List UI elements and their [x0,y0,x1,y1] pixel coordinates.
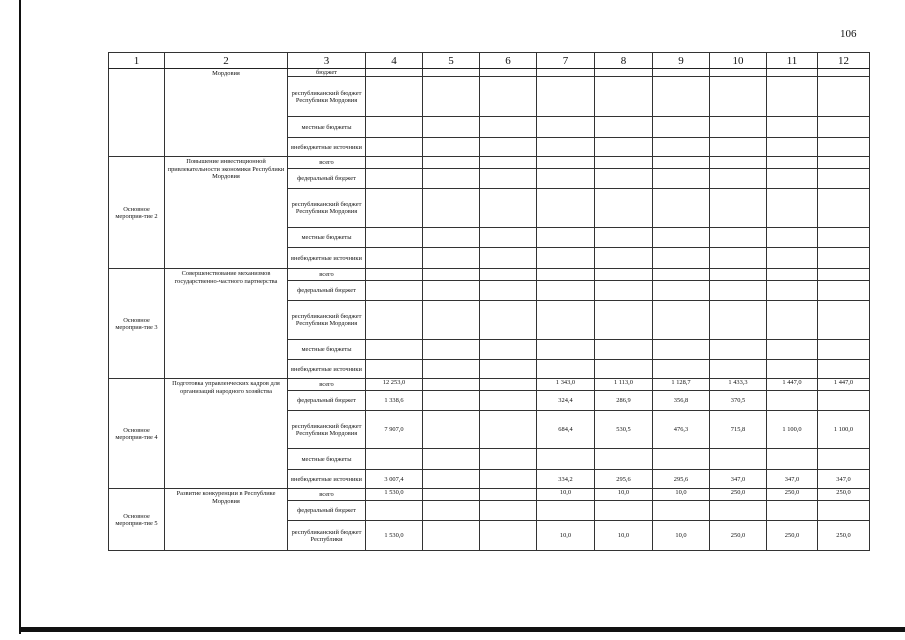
value-cell: 324,4 [537,391,595,411]
value-cell: 1 113,0 [595,379,653,391]
funding-source-cell: внебюджетные источники [288,360,366,379]
value-cell [480,501,537,521]
column-number: 4 [366,53,423,69]
value-cell [480,301,537,340]
value-cell [366,248,423,269]
value-cell: 1 447,0 [767,379,818,391]
value-cell [710,449,767,470]
table-row [109,379,870,391]
measure-name-cell: Подготовка управленческих кадров для организаций народного хозяйства [165,379,288,489]
value-cell [480,521,537,551]
table-row [109,157,870,169]
value-cell [480,449,537,470]
value-cell [480,157,537,169]
value-cell [480,248,537,269]
value-cell [653,269,710,281]
value-cell [818,189,870,228]
value-cell [423,521,480,551]
value-cell [595,501,653,521]
funding-source-cell: местные бюджеты [288,340,366,360]
value-cell [595,301,653,340]
value-cell [767,360,818,379]
value-cell [537,449,595,470]
column-number-header [109,53,870,69]
value-cell [595,340,653,360]
value-cell [480,470,537,489]
column-number: 10 [710,53,767,69]
value-cell [423,379,480,391]
value-cell [595,281,653,301]
measure-name-cell: Мордовия [165,69,288,157]
funding-source-cell: федеральный бюджет [288,281,366,301]
value-cell: 1 447,0 [818,379,870,391]
value-cell: 347,0 [710,470,767,489]
value-cell: 10,0 [595,489,653,501]
column-number: 12 [818,53,870,69]
value-cell [480,391,537,411]
funding-source-cell: республиканский бюджет Республики Мордовия [288,77,366,117]
value-cell [653,117,710,138]
funding-source-cell: местные бюджеты [288,228,366,248]
value-cell [818,281,870,301]
value-cell [366,281,423,301]
value-cell: 684,4 [537,411,595,449]
value-cell [423,248,480,269]
value-cell [595,449,653,470]
value-cell [595,360,653,379]
value-cell [710,138,767,157]
measure-cell [109,69,165,157]
value-cell [423,269,480,281]
value-cell [653,138,710,157]
value-cell [423,69,480,77]
value-cell [710,340,767,360]
value-cell [767,301,818,340]
value-cell: 1 100,0 [767,411,818,449]
value-cell [818,269,870,281]
page-number: 106 [840,28,857,40]
value-cell: 286,9 [595,391,653,411]
value-cell [423,301,480,340]
value-cell [423,489,480,501]
value-cell: 1 530,0 [366,521,423,551]
value-cell [423,189,480,228]
column-number: 6 [480,53,537,69]
measure-name-cell: Совершенствование механизмов государственно-частного партнерства [165,269,288,379]
value-cell [767,138,818,157]
value-cell [537,301,595,340]
value-cell [480,489,537,501]
value-cell [423,117,480,138]
funding-source-cell: всего [288,269,366,281]
value-cell [537,360,595,379]
value-cell [710,189,767,228]
value-cell [480,340,537,360]
value-cell [710,360,767,379]
value-cell [767,189,818,228]
value-cell [710,248,767,269]
value-cell [653,340,710,360]
value-cell [767,77,818,117]
value-cell [818,449,870,470]
funding-source-cell: республиканский бюджет Республики Мордовия [288,189,366,228]
value-cell [366,340,423,360]
value-cell [710,228,767,248]
value-cell [767,117,818,138]
value-cell [595,69,653,77]
value-cell: 295,6 [595,470,653,489]
value-cell [767,449,818,470]
value-cell [537,157,595,169]
value-cell [537,169,595,189]
funding-source-cell: местные бюджеты [288,449,366,470]
funding-source-cell: республиканский бюджет Республики [288,521,366,551]
value-cell: 347,0 [818,470,870,489]
column-number: 1 [109,53,165,69]
value-cell [595,138,653,157]
value-cell [710,77,767,117]
value-cell [653,248,710,269]
funding-source-cell: всего [288,157,366,169]
value-cell: 250,0 [818,489,870,501]
value-cell [537,501,595,521]
value-cell [710,301,767,340]
value-cell [710,117,767,138]
value-cell [595,157,653,169]
column-number: 11 [767,53,818,69]
measure-name-cell: Развитие конкуренции в Республике Мордовия [165,489,288,551]
measure-name-cell: Повышение инвестиционной привлекательности экономики Республики Мордовия [165,157,288,269]
value-cell [366,77,423,117]
value-cell [480,189,537,228]
value-cell: 12 253,0 [366,379,423,391]
value-cell [480,281,537,301]
value-cell [818,77,870,117]
value-cell: 3 007,4 [366,470,423,489]
table-row [109,69,870,77]
value-cell [653,157,710,169]
value-cell [818,138,870,157]
value-cell [423,157,480,169]
value-cell [537,340,595,360]
measure-cell: Основное мероприя-тие 5 [109,489,165,551]
value-cell [818,169,870,189]
value-cell [818,117,870,138]
value-cell [767,169,818,189]
value-cell [653,189,710,228]
value-cell: 1 433,3 [710,379,767,391]
value-cell [710,281,767,301]
value-cell [366,501,423,521]
value-cell [423,281,480,301]
budget-table [108,52,870,551]
funding-source-cell: федеральный бюджет [288,391,366,411]
column-number: 2 [165,53,288,69]
value-cell [366,138,423,157]
column-number: 9 [653,53,710,69]
value-cell [653,281,710,301]
value-cell: 10,0 [537,521,595,551]
column-number: 5 [423,53,480,69]
value-cell: 347,0 [767,470,818,489]
value-cell [480,379,537,391]
funding-source-cell: федеральный бюджет [288,501,366,521]
value-cell [595,117,653,138]
value-cell: 334,2 [537,470,595,489]
column-number: 3 [288,53,366,69]
value-cell [818,501,870,521]
value-cell [480,169,537,189]
value-cell [818,69,870,77]
value-cell [537,77,595,117]
value-cell: 250,0 [818,521,870,551]
value-cell [423,138,480,157]
funding-source-cell: всего [288,379,366,391]
value-cell [423,470,480,489]
table-row [109,489,870,501]
measure-cell: Основное мероприя-тие 3 [109,269,165,379]
value-cell [423,360,480,379]
value-cell [366,169,423,189]
value-cell [595,269,653,281]
value-cell [710,269,767,281]
value-cell [767,501,818,521]
value-cell [653,77,710,117]
value-cell: 530,5 [595,411,653,449]
value-cell [480,411,537,449]
value-cell [767,69,818,77]
value-cell [653,228,710,248]
value-cell [653,69,710,77]
value-cell [818,340,870,360]
value-cell [710,501,767,521]
value-cell: 250,0 [710,489,767,501]
value-cell: 1 338,6 [366,391,423,411]
value-cell [818,391,870,411]
value-cell [423,228,480,248]
value-cell [767,391,818,411]
value-cell [366,269,423,281]
funding-source-cell: федеральный бюджет [288,169,366,189]
value-cell [366,301,423,340]
value-cell [366,157,423,169]
funding-source-cell: республиканский бюджет Республики Мордовия [288,411,366,449]
value-cell: 715,8 [710,411,767,449]
funding-source-cell: внебюджетные источники [288,470,366,489]
value-cell [767,269,818,281]
value-cell [537,248,595,269]
page-frame-left-edge [19,0,21,634]
value-cell [653,301,710,340]
funding-source-cell: внебюджетные источники [288,138,366,157]
value-cell [423,411,480,449]
value-cell: 370,5 [710,391,767,411]
value-cell [366,117,423,138]
value-cell [595,169,653,189]
value-cell [653,501,710,521]
value-cell [767,228,818,248]
value-cell [480,69,537,77]
value-cell [480,228,537,248]
value-cell [423,449,480,470]
value-cell: 1 128,7 [653,379,710,391]
column-number: 7 [537,53,595,69]
value-cell [818,228,870,248]
funding-source-cell: местные бюджеты [288,117,366,138]
value-cell [480,117,537,138]
value-cell [767,157,818,169]
value-cell [537,228,595,248]
value-cell [366,360,423,379]
value-cell: 476,3 [653,411,710,449]
value-cell: 250,0 [710,521,767,551]
measure-cell: Основное мероприя-тие 2 [109,157,165,269]
value-cell [423,77,480,117]
value-cell [595,228,653,248]
value-cell: 1 343,0 [537,379,595,391]
value-cell: 250,0 [767,521,818,551]
column-number: 8 [595,53,653,69]
value-cell [366,69,423,77]
value-cell [423,169,480,189]
value-cell [423,340,480,360]
value-cell [710,157,767,169]
value-cell [537,189,595,228]
value-cell [710,169,767,189]
value-cell: 10,0 [537,489,595,501]
value-cell [537,281,595,301]
value-cell [818,157,870,169]
value-cell: 10,0 [653,489,710,501]
value-cell [767,248,818,269]
value-cell [653,169,710,189]
value-cell [595,77,653,117]
value-cell [537,117,595,138]
value-cell [710,69,767,77]
value-cell [480,269,537,281]
value-cell [537,269,595,281]
measure-cell: Основное мероприя-тие 4 [109,379,165,489]
funding-source-cell: республиканский бюджет Республики Мордовия [288,301,366,340]
value-cell [480,77,537,117]
value-cell: 356,8 [653,391,710,411]
value-cell [595,189,653,228]
funding-source-cell: бюджет [288,69,366,77]
value-cell [767,281,818,301]
value-cell [423,391,480,411]
value-cell: 1 530,0 [366,489,423,501]
value-cell [595,248,653,269]
value-cell [767,340,818,360]
value-cell [653,360,710,379]
value-cell [480,138,537,157]
value-cell: 250,0 [767,489,818,501]
value-cell [366,228,423,248]
value-cell [537,138,595,157]
value-cell: 295,6 [653,470,710,489]
value-cell: 7 907,0 [366,411,423,449]
page-frame-bottom-edge [19,627,905,632]
value-cell: 10,0 [653,521,710,551]
value-cell [537,69,595,77]
value-cell [818,301,870,340]
value-cell: 10,0 [595,521,653,551]
value-cell: 1 100,0 [818,411,870,449]
value-cell [366,189,423,228]
value-cell [818,248,870,269]
value-cell [818,360,870,379]
funding-source-cell: внебюджетные источники [288,248,366,269]
value-cell [423,501,480,521]
funding-source-cell: всего [288,489,366,501]
value-cell [480,360,537,379]
value-cell [366,449,423,470]
table-row [109,269,870,281]
value-cell [653,449,710,470]
